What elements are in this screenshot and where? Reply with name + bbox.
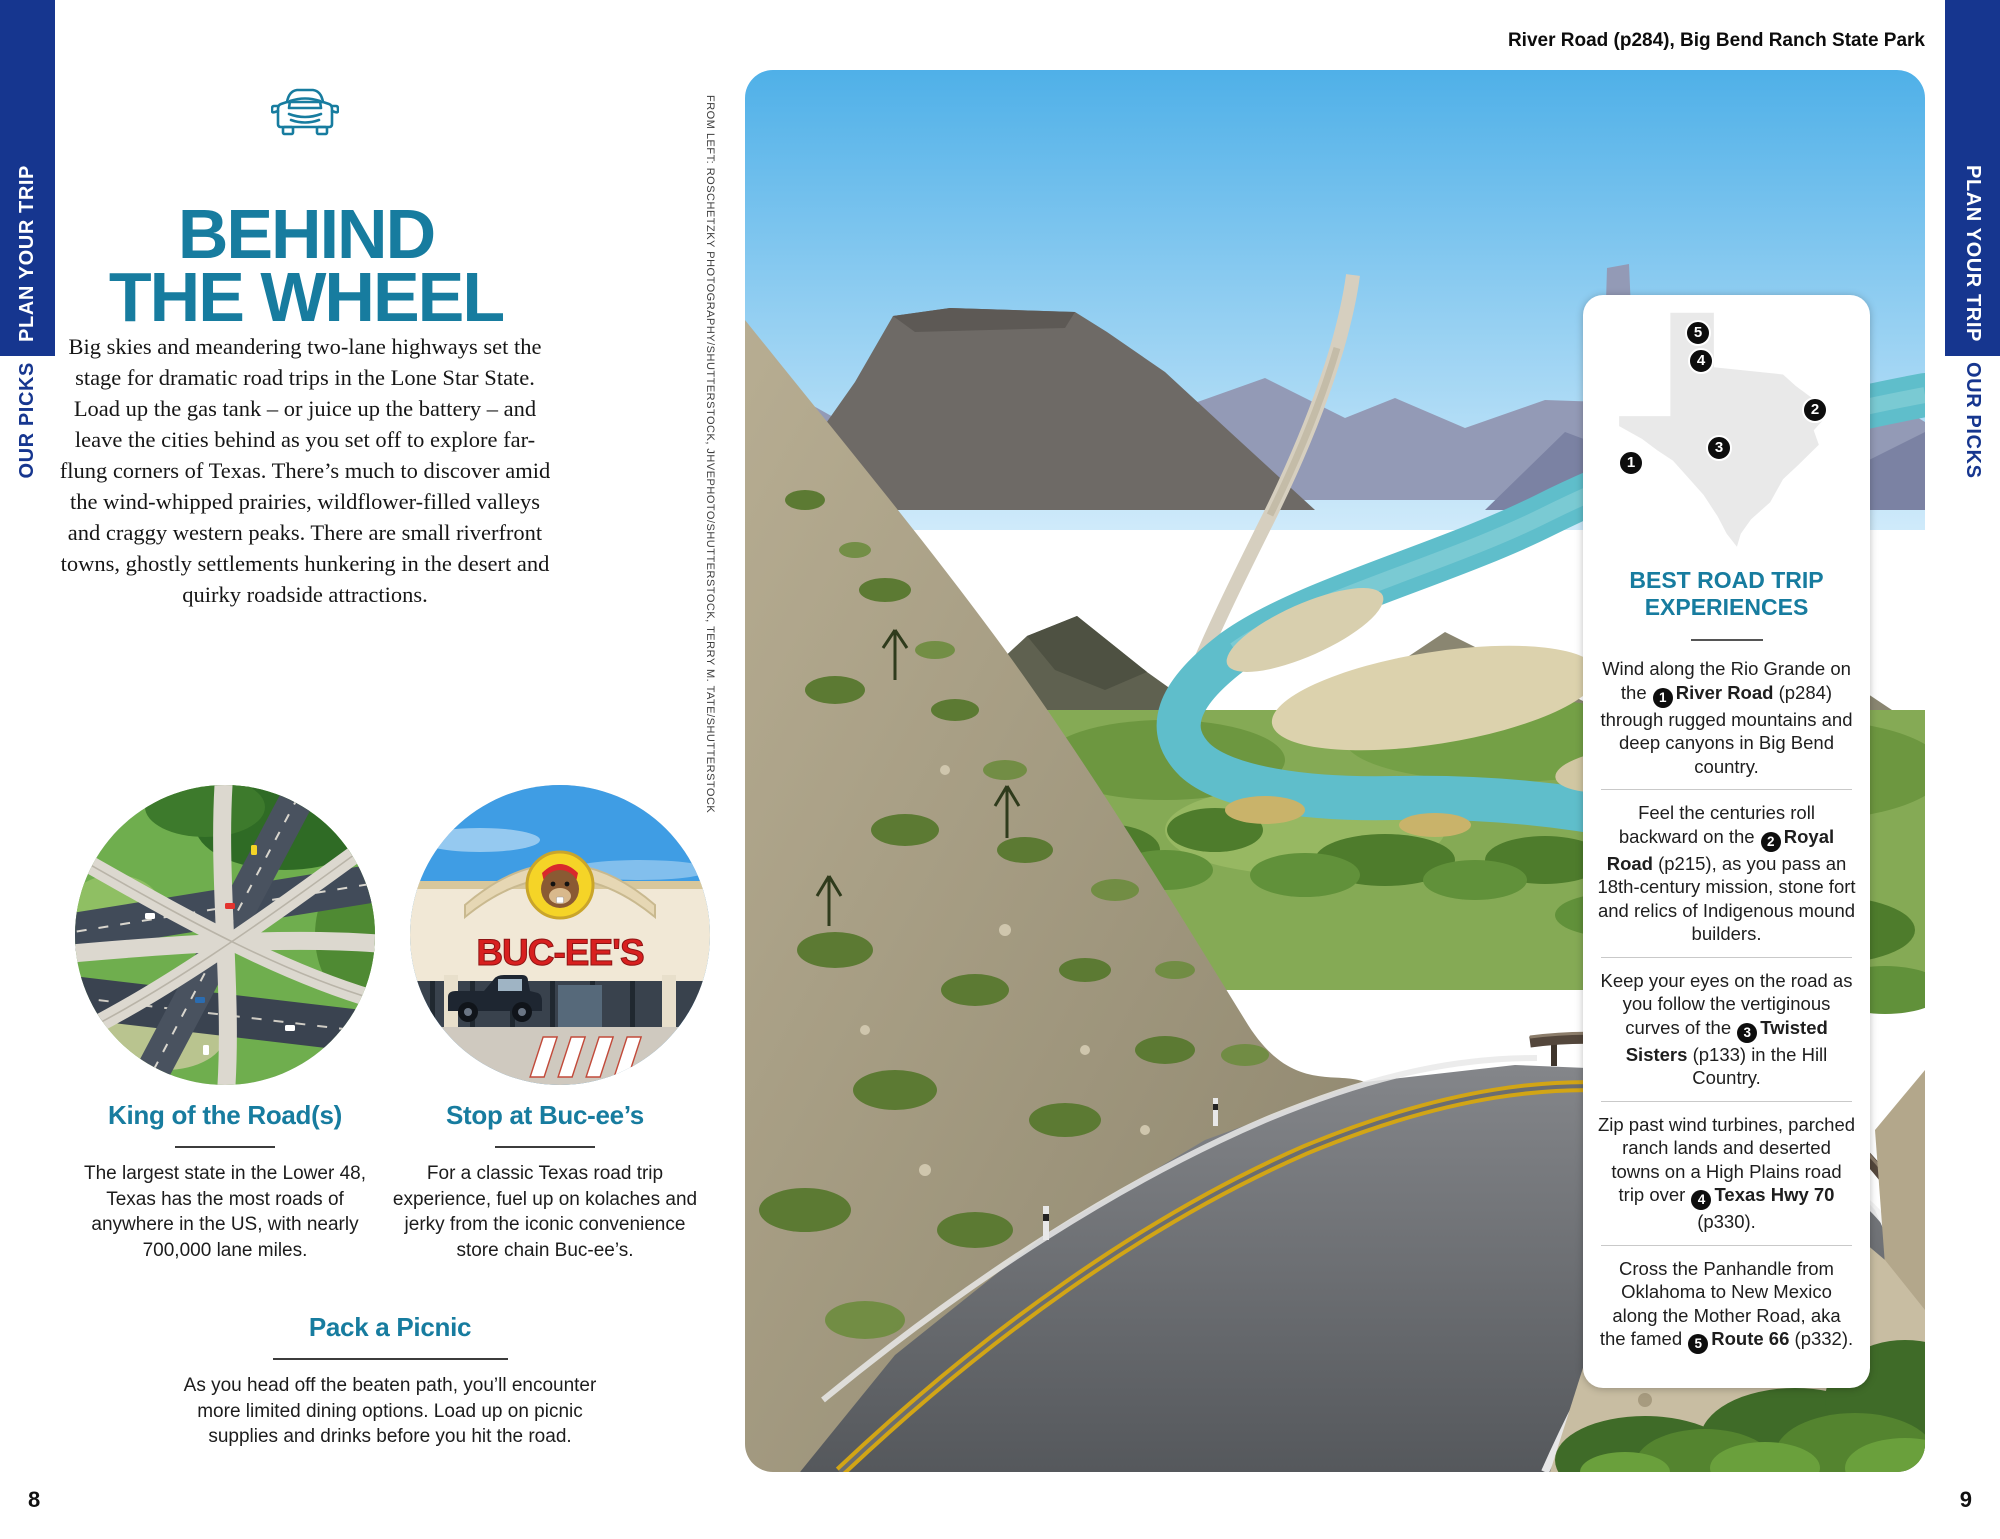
card-heading-line1: BEST ROAD TRIP (1629, 567, 1824, 593)
divider (1601, 957, 1852, 958)
feature-body: For a classic Texas road trip experience, fuel up on kolaches and jerky from the iconic convenience store chain Buc-ee’s. (392, 1163, 698, 1261)
item-number-badge: 2 (1761, 832, 1781, 852)
interchange-photo (75, 785, 375, 1085)
right-our-picks-tab (1945, 362, 2000, 497)
picnic-heading: Pack a Picnic (308, 1312, 472, 1342)
item-number-badge: 3 (1737, 1023, 1757, 1043)
card-heading-line2: EXPERIENCES (1644, 594, 1809, 620)
map-marker-3: 3 (1706, 435, 1732, 461)
photo-caption: River Road (p284), Big Bend Ranch State Park (1507, 30, 1925, 51)
map-marker-5: 5 (1685, 320, 1711, 346)
divider (1601, 1101, 1852, 1102)
pack-a-picnic-note (160, 1312, 620, 1450)
left-page-number: 8 (28, 1487, 41, 1512)
left-plan-your-trip-label: PLAN YOUR TRIP (16, 165, 38, 342)
road-trip-item: Wind along the Rio Grande on the 1 River Road (p284) through rugged mountains and deep canyons in Big Bend country. (1600, 658, 1853, 777)
feature-heading: Stop at Buc-ee’s (446, 1100, 644, 1130)
picnic-body: As you head off the beaten path, you’ll encounter more limited dining options. Load up on picnic supplies and drinks before you hit the road. (183, 1375, 597, 1447)
divider (1601, 789, 1852, 790)
divider (495, 1146, 595, 1148)
page-title-line2: THE WHEEL (108, 257, 504, 336)
bucees-sign-text: BUC-EE'S (476, 932, 644, 973)
item-number-badge: 5 (1688, 1334, 1708, 1354)
car-icon (271, 84, 339, 145)
item-number-badge: 1 (1653, 688, 1673, 708)
divider (1691, 639, 1763, 641)
right-our-picks-label: OUR PICKS (1962, 362, 1984, 479)
map-marker-1: 1 (1618, 450, 1644, 476)
photo-credit: FROM LEFT: ROSCHETZKY PHOTOGRAPHY/SHUTTERSTOCK, JHVEPHOTO/SHUTTERSTOCK, TERRY M. TATE/SHUTTERSTOCK (704, 95, 716, 814)
divider (273, 1358, 508, 1360)
card-items (1597, 657, 1856, 1354)
right-plan-your-trip-label: PLAN YOUR TRIP (1962, 165, 1984, 342)
feature-heading: King of the Road(s) (107, 1100, 343, 1130)
divider (1601, 1245, 1852, 1246)
texas-map (1591, 307, 1847, 551)
page-title-line1: BEHIND (177, 194, 435, 273)
divider (175, 1146, 275, 1148)
map-marker-4: 4 (1688, 348, 1714, 374)
road-trip-item: Keep your eyes on the road as you follow the vertiginous curves of the 3 Twisted Sisters (p133) in the Hill Country. (1600, 969, 1853, 1088)
left-our-picks-tab (0, 362, 55, 497)
right-plan-your-trip-tab (1945, 0, 2000, 356)
best-road-trips-card (1583, 295, 1870, 1388)
road-trip-item: Cross the Panhandle from Oklahoma to New Mexico along the Mother Road, aka the famed 5 Route 66 (p332). (1597, 1257, 1856, 1355)
right-page-number: 9 (1959, 1487, 1972, 1512)
road-trip-item: Feel the centuries roll backward on the 2 Royal Road (p215), as you pass an 18th-century mission, stone fort and relics of Indigenous mound builders. (1597, 802, 1856, 944)
intro-paragraph: Big skies and meandering two-lane highways set the stage for dramatic road trips in the Lone Star State. Load up the gas tank – or juice up the battery – and leave the cities behind as you set off to explore far-flung corners of Texas. There’s much to discover amid the wind-whipped prairies, wildflower-filled valleys and craggy western peaks. There are small riverfront towns, ghostly settlements hunkering in the desert and quirky roadside attractions. (59, 333, 551, 607)
page-title (0, 194, 612, 336)
card-heading (1583, 567, 1870, 621)
road-trip-item: Zip past wind turbines, parched ranch lands and deserted towns on a High Plains road trip over 4 Texas Hwy 70 (p330). (1597, 1113, 1856, 1232)
left-our-picks-label: OUR PICKS (16, 362, 38, 479)
map-marker-2: 2 (1802, 397, 1828, 423)
feature-king-of-the-roads (65, 1100, 385, 1263)
item-number-badge: 4 (1691, 1190, 1711, 1210)
bucees-photo (410, 785, 710, 1085)
feature-body: The largest state in the Lower 48, Texas has the most roads of anywhere in the US, with nearly 700,000 lane miles. (84, 1163, 366, 1261)
feature-stop-at-bucees (385, 1100, 705, 1263)
